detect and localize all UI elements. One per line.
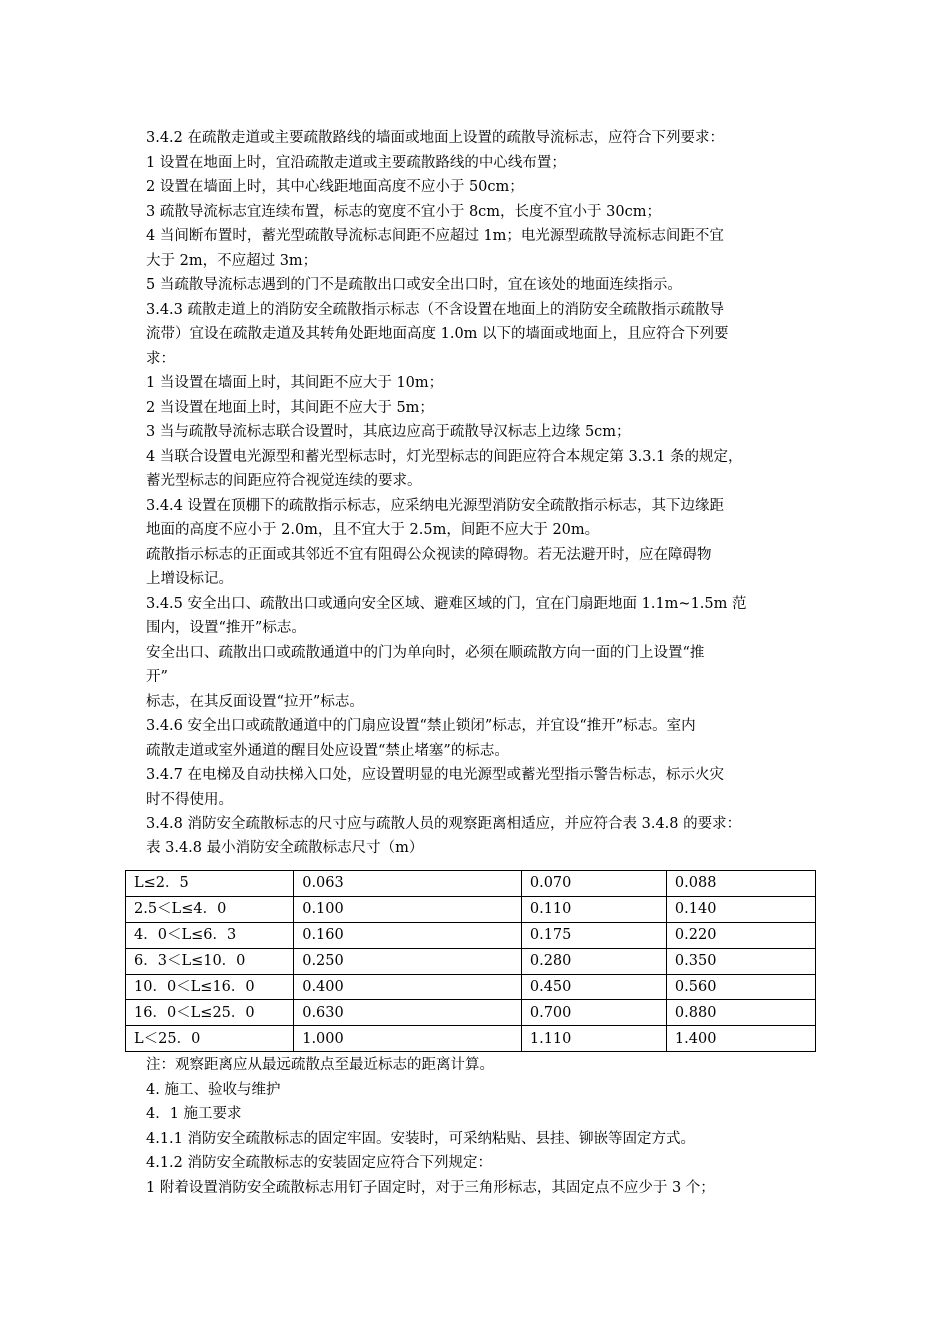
paragraph-line: 3.4.2 在疏散走道或主要疏散路线的墙面或地面上设置的疏散导流标志，应符合下列要求： bbox=[146, 130, 724, 146]
paragraph-line: 流带）宜设在疏散走道及其转角处距地面高度 1.0m 以下的墙面或地面上，且应符合下列要 bbox=[146, 326, 729, 342]
table-row bbox=[126, 1026, 816, 1052]
table-cell: 16．0＜L≤25．0 bbox=[126, 1000, 294, 1026]
table-row bbox=[126, 974, 816, 1000]
table-cell: 0.110 bbox=[521, 896, 666, 922]
table-cell: 10．0＜L≤16．0 bbox=[126, 974, 294, 1000]
paragraph-line: 1 附着设置消防安全疏散标志用钉子固定时，对于三角形标志，其固定点不应少于 3 个； bbox=[146, 1179, 715, 1196]
table-cell: 0.700 bbox=[521, 1000, 666, 1026]
paragraph-line: 3.4.8 消防安全疏散标志的尺寸应与疏散人员的观察距离相适应，并应符合表 3.4.8 的要求： bbox=[146, 816, 742, 832]
table-cell: 0.100 bbox=[294, 896, 522, 922]
table-cell: 0.220 bbox=[666, 922, 815, 948]
table-note: 注：观察距离应从最远疏散点至最近标志的距离计算。 bbox=[146, 1057, 494, 1073]
table-cell: L＜25．0 bbox=[126, 1026, 294, 1052]
table-cell: 0.280 bbox=[521, 948, 666, 974]
paragraph-line: 求： bbox=[146, 350, 175, 367]
paragraph-line: 安全出口、疏散出口或疏散通道中的门为单向时，必须在顺疏散方向一面的门上设置“推 bbox=[146, 644, 705, 661]
section-3-4-3 bbox=[146, 298, 826, 494]
table-row bbox=[126, 922, 816, 948]
section-3-4-8 bbox=[146, 812, 826, 837]
table-cell: 0.160 bbox=[294, 922, 522, 948]
paragraph-line: 1 设置在地面上时，宜沿疏散走道或主要疏散路线的中心线布置； bbox=[146, 154, 566, 171]
section-3-4-4 bbox=[146, 494, 826, 592]
chapter-heading: 4. 施工、验收与维护 bbox=[146, 1081, 281, 1098]
table-cell: 0.400 bbox=[294, 974, 522, 1000]
paragraph-line: 3.4.3 疏散走道上的消防安全疏散指示标志（不含设置在地面上的消防安全疏散指示疏散导 bbox=[146, 301, 724, 318]
paragraph-line: 开” bbox=[146, 669, 168, 685]
paragraph-line: 大于 2m，不应超过 3m； bbox=[146, 252, 318, 269]
table-cell: 0.630 bbox=[294, 1000, 522, 1026]
paragraph-line: 4 当联合设置电光源型和蓄光型标志时，灯光型标志的间距应符合本规定第 3.3.1 条的规定， bbox=[146, 448, 743, 465]
paragraph-line: 时不得使用。 bbox=[146, 791, 233, 808]
table-cell: 0.140 bbox=[666, 896, 815, 922]
table-cell: 0.070 bbox=[521, 871, 666, 897]
table-row bbox=[126, 896, 816, 922]
table-row bbox=[126, 948, 816, 974]
table-cell: 0.350 bbox=[666, 948, 815, 974]
table-cell: 1.400 bbox=[666, 1026, 815, 1052]
document-body bbox=[146, 126, 826, 859]
paragraph-line: 4.1.1 消防安全疏散标志的固定牢固。安装时，可采纳粘贴、县挂、铆嵌等固定方式。 bbox=[146, 1130, 696, 1147]
table-caption: 表 3.4.8 最小消防安全疏散标志尺寸（m） bbox=[146, 839, 424, 856]
table-cell: 2.5＜L≤4．0 bbox=[126, 896, 294, 922]
document-body-continued bbox=[146, 1053, 826, 1200]
paragraph-line: 4.1.2 消防安全疏散标志的安装固定应符合下列规定： bbox=[146, 1155, 493, 1171]
paragraph-line: 3 当与疏散导流标志联合设置时，其底边应高于疏散导汉标志上边缘 5cm； bbox=[146, 424, 631, 440]
paragraph-line: 地面的高度不应小于 2.0m，且不宜大于 2.5m，间距不应大于 20m。 bbox=[146, 522, 600, 538]
paragraph-line: 蓄光型标志的间距应符合视觉连续的要求。 bbox=[146, 473, 422, 489]
section-3-4-7 bbox=[146, 763, 826, 812]
table-cell: 0.250 bbox=[294, 948, 522, 974]
paragraph-line: 上增设标记。 bbox=[146, 571, 233, 587]
table-cell: 0.450 bbox=[521, 974, 666, 1000]
table-cell: 0.088 bbox=[666, 871, 815, 897]
paragraph-line: 3.4.5 安全出口、疏散出口或通向安全区域、避难区域的门，宜在门扇距地面 1.1m~1.5m 范 bbox=[146, 595, 747, 612]
table-row bbox=[126, 871, 816, 897]
section-3-4-6 bbox=[146, 714, 826, 763]
paragraph-line: 2 设置在墙面上时，其中心线距地面高度不应小于 50cm； bbox=[146, 179, 524, 195]
paragraph-line: 3.4.6 安全出口或疏散通道中的门扇应设置“禁止锁闭”标志，并宜设“推开”标志。室内 bbox=[146, 718, 696, 734]
section-3-4-5 bbox=[146, 592, 826, 715]
table-cell: 4．0＜L≤6．3 bbox=[126, 922, 294, 948]
paragraph-line: 围内，设置“推开”标志。 bbox=[146, 620, 306, 636]
table-cell: L≤2．5 bbox=[126, 871, 294, 897]
paragraph-line: 标志，在其反面设置“拉开”标志。 bbox=[146, 693, 364, 710]
paragraph-line: 3.4.4 设置在顶棚下的疏散指示标志，应采纳电光源型消防安全疏散指示标志，其下边缘距 bbox=[146, 497, 724, 514]
min-sign-size-table bbox=[125, 870, 816, 1052]
paragraph-line: 5 当疏散导流标志遇到的门不是疏散出口或安全出口时，宜在该处的地面连续指示。 bbox=[146, 277, 682, 293]
table-cell: 0.560 bbox=[666, 974, 815, 1000]
table-row bbox=[126, 1000, 816, 1026]
table-cell: 0.063 bbox=[294, 871, 522, 897]
paragraph-line: 4 当间断布置时，蓄光型疏散导流标志间距不应超过 1m；电光源型疏散导流标志间距不宜 bbox=[146, 228, 724, 244]
paragraph-line: 2 当设置在地面上时，其间距不应大于 5m； bbox=[146, 399, 434, 416]
table-cell: 6．3＜L≤10．0 bbox=[126, 948, 294, 974]
section-heading: 4．1 施工要求 bbox=[146, 1106, 242, 1122]
paragraph-line: 3 疏散导流标志宜连续布置，标志的宽度不宜小于 8cm，长度不宜小于 30cm； bbox=[146, 203, 661, 220]
paragraph-line: 3.4.7 在电梯及自动扶梯入口处，应设置明显的电光源型或蓄光型指示警告标志，标示火灾 bbox=[146, 767, 724, 783]
table-cell: 1.000 bbox=[294, 1026, 522, 1052]
paragraph-line: 疏散走道或室外通道的醒目处应设置“禁止堵塞”的标志。 bbox=[146, 742, 509, 759]
table-cell: 0.880 bbox=[666, 1000, 815, 1026]
section-3-4-2 bbox=[146, 126, 826, 298]
paragraph-line: 1 当设置在墙面上时，其间距不应大于 10m； bbox=[146, 375, 444, 391]
paragraph-line: 疏散指示标志的正面或其邻近不宜有阻碍公众视读的障碍物。若无法避开时，应在障碍物 bbox=[146, 546, 712, 563]
table-cell: 1.110 bbox=[521, 1026, 666, 1052]
table-cell: 0.175 bbox=[521, 922, 666, 948]
